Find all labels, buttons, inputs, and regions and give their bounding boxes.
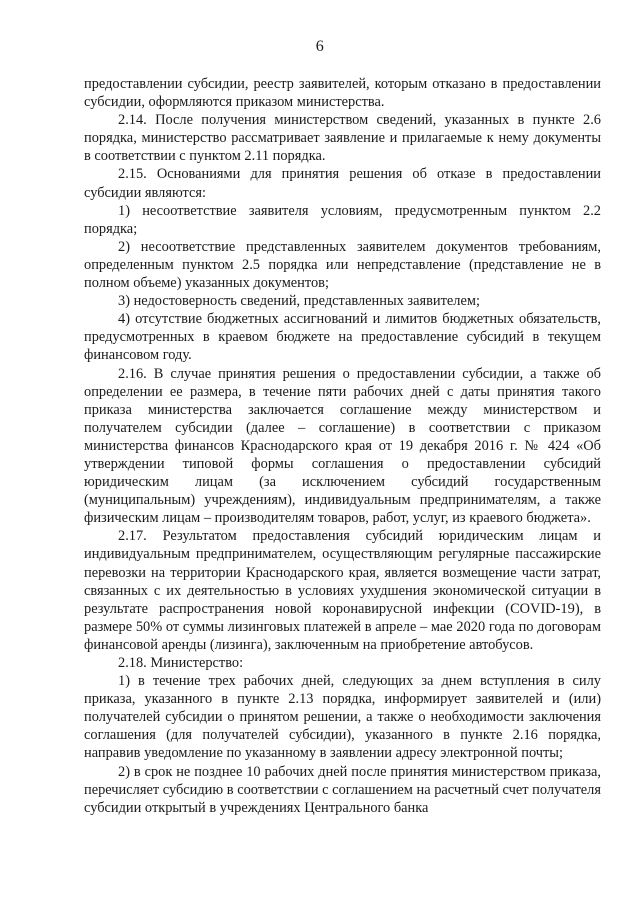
- list-item-2-15-3: 3) недостоверность сведений, представленных заявителем;: [118, 293, 480, 310]
- paragraph-2-18: 2.18. Министерство:: [118, 655, 244, 671]
- list-item-2-15-1: 1) несоответствие заявителя условиям, предусмотренным пунктом 2.2 порядка;: [84, 202, 601, 237]
- paragraph-2-14: 2.14. После получения министерством сведений, указанных в пункте 2.6 порядка, министерство рассматривает заявление и прилагаемые к нему документы в соответствии с пунктом 2.11 порядка.: [84, 112, 601, 165]
- list-item-2-15-2: 2) несоответствие представленных заявителем документов требованиям, определенным пунктом 2.5 порядка или непредставление (представление не в полном объеме) указанных документов;: [84, 238, 601, 292]
- list-item-2-18-2: 2) в срок не позднее 10 рабочих дней после принятия министерством приказа, перечисляет субсидию в соответствии с соглашением на расчетный счет получателя субсидии открытый в учреждениях Центрального банка: [84, 763, 601, 816]
- document-body: [84, 75, 601, 817]
- paragraph-continuation: предоставлении субсидии, реестр заявителей, которым отказано в предоставлении субсидии, оформляются приказом министерства.: [84, 76, 601, 111]
- list-item-2-18-1: 1) в течение трех рабочих дней, следующих за днем вступления в силу приказа, указанного в пункте 2.13 порядка, информирует заявителей и (или) получателей субсидии о принятом решении, а также о необходимости заключения соглашения (для получателей субсидии), указанного в пункте 2.16 порядка, направив уведомление по указанному в заявлении адресу электронной почты;: [84, 673, 601, 762]
- list-item-2-15-4: 4) отсутствие бюджетных ассигнований и лимитов бюджетных обязательств, предусмотренных в краевом бюджете на предоставление субсидий в текущем финансовом году.: [84, 311, 601, 364]
- page-number: 6: [315, 38, 325, 55]
- paragraph-2-17: 2.17. Результатом предоставления субсидий юридическим лицам и индивидуальным предпринимателем, осуществляющим регулярные пассажирские перевозки на территории Краснодарского края, является возмещение части затрат, связанных с их деятельностью в условиях ухудшения экономической ситуации в результате распространения новой коронавирусной инфекции (COVID-19), в размере 50% от суммы лизинговых платежей в апреле – мае 2020 года по договорам финансовой аренды (лизинга), заключенным на приобретение автобусов.: [84, 528, 601, 653]
- paragraph-2-16: 2.16. В случае принятия решения о предоставлении субсидии, а также об определении ее размера, в течение пяти рабочих дней с даты принятия такого приказа министерства заключается соглашение между министерством и получателем субсидии (далее – соглашение) в соответствии с приказом министерства финансов Краснодарского края от 19 декабря 2016 г. № 424 «Об утверждении типовой формы соглашения о предоставлении субсидий юридическим лицам (за исключением субсидий государственным (муниципальным) учреждениям), индивидуальным предпринимателям, а также физическим лицам – производителям товаров, работ, услуг, из краевого бюджета».: [84, 365, 601, 527]
- paragraph-2-15: 2.15. Основаниями для принятия решения об отказе в предоставлении субсидии являются:: [84, 166, 601, 201]
